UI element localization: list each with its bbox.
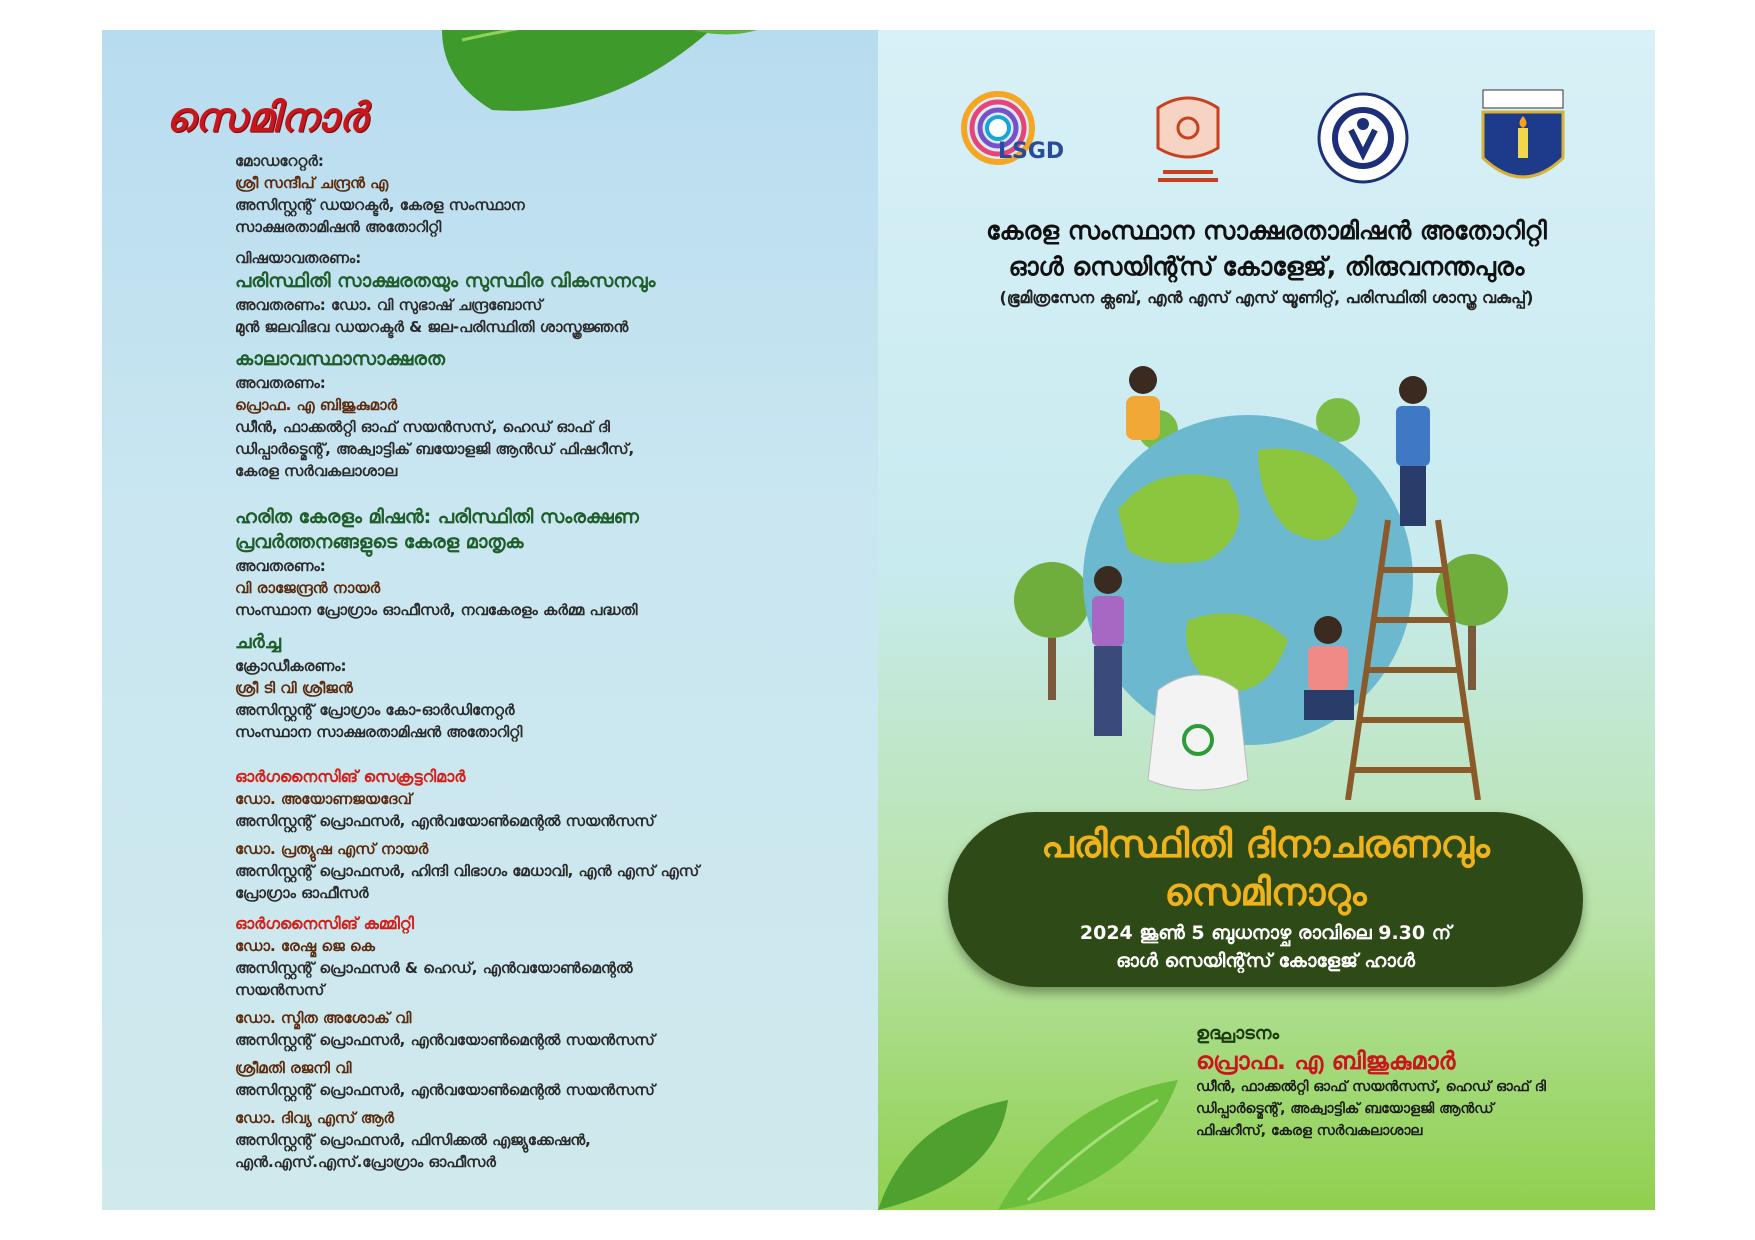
- topic2-designation: കേരള സർവകലാശാല: [235, 462, 398, 480]
- leaf-decoration-icon: [402, 30, 822, 140]
- committee-member-designation: അസിസ്റ്റന്റ് പ്രൊഫസർ, എൻവയോൺമെന്റൽ സയൻസസ്: [235, 1081, 655, 1099]
- committee-member-designation: അസിസ്റ്റന്റ് പ്രൊഫസർ, എൻവയോൺമെന്റൽ സയൻസസ്: [235, 1031, 655, 1049]
- leaf-decoration-icon: [878, 1040, 1198, 1210]
- lsgd-logo-icon: [958, 88, 1068, 188]
- inaugurator-designation: ഡീൻ, ഫാക്കൽറ്റി ഓഫ് സയൻസസ്, ഹെഡ് ഓഫ് ദി: [1196, 1079, 1546, 1095]
- program-details: [235, 150, 865, 1182]
- org-name-2: ഓൾ സെയിന്റ്സ് കോളേജ്, തിരുവനന്തപുരം: [1008, 252, 1525, 281]
- brochure-sheet: [102, 30, 1655, 1210]
- summary-name: ശ്രീ ടി വി ശ്രീജൻ: [235, 679, 353, 697]
- topic2-title: കാലാവസ്ഥാസാക്ഷരത: [235, 348, 446, 370]
- event-venue: ഓൾ സെയിന്റ്സ് കോളേജ് ഹാൾ: [1116, 950, 1415, 972]
- topic3-designation: സംസ്ഥാന പ്രോഗ്രാം ഓഫീസർ, നവകേരളം കർമ്മ പദ്ധതി: [235, 601, 638, 619]
- moderator-name: ശ്രീ സന്ദീപ് ചന്ദ്രൻ എ: [235, 174, 389, 192]
- topic3-label: അവതരണം:: [235, 557, 326, 575]
- committee-member-name: ഡോ. സ്മിത അശോക് വി: [235, 1009, 412, 1027]
- left-panel: [102, 30, 878, 1210]
- topic1-presenter: അവതരണം: ഡോ. വി സുഭാഷ് ചന്ദ്രബോസ്: [235, 296, 543, 314]
- inauguration-label: ഉദ്ഘാടനം: [1196, 1023, 1279, 1044]
- earth-volunteers-illustration: [1008, 360, 1528, 800]
- org-name-1: കേരള സംസ്ഥാന സാക്ഷരതാമിഷൻ അതോറിറ്റി: [986, 216, 1547, 245]
- summary-block: [235, 630, 865, 743]
- committee-member-designation: സയൻസസ്: [235, 981, 325, 999]
- topic3-name: വി രാജേന്ദ്രൻ നായർ: [235, 579, 381, 597]
- recycle-bag-icon: [1148, 675, 1248, 790]
- svg-text:LSGD: LSGD: [998, 139, 1065, 164]
- committee-member-name: ഡോ. രേഷ്മ ജെ കെ: [235, 937, 375, 955]
- inaugurator-designation: ഡിപ്പാർട്മെന്റ്, അക്വാട്ടിക് ബയോളജി ആൻഡ്: [1196, 1101, 1494, 1117]
- secretary-name: ഡോ. അയോണജയദേവ്: [235, 790, 412, 808]
- secretary-designation: പ്രോഗ്രാം ഓഫീസർ: [235, 884, 369, 902]
- org-units: (ഭൂമിത്രസേന ക്ലബ്, എൻ എസ് എസ് യൂണിറ്റ്, പരിസ്ഥിതി ശാസ്ത്ര വകുപ്പ്): [999, 288, 1534, 307]
- inaugurator-designation: ഫിഷറീസ്, കേരള സർവകലാശാല: [1196, 1123, 1423, 1139]
- topic3-title: പ്രവർത്തനങ്ങളുടെ കേരള മാതൃക: [235, 531, 524, 553]
- committee-member-designation: എൻ.എസ്.എസ്.പ്രോഗ്രാം ഓഫീസർ: [235, 1153, 496, 1171]
- event-title-banner: [948, 812, 1583, 987]
- moderator-designation: അസിസ്റ്റന്റ് ഡയറക്ടർ, കേരള സംസ്ഥാന: [235, 196, 525, 214]
- right-panel: [878, 30, 1655, 1210]
- secretary-designation: അസിസ്റ്റന്റ് പ്രൊഫസർ, ഹിന്ദി വിഭാഗം മേധാവി, എൻ എസ് എസ്: [235, 862, 700, 880]
- moderator-block: [235, 150, 865, 238]
- committee-member-designation: അസിസ്റ്റന്റ് പ്രൊഫസർ & ഹെഡ്, എൻവയോൺമെന്റൽ: [235, 959, 633, 977]
- secretary-designation: അസിസ്റ്റന്റ് പ്രൊഫസർ, എൻവയോൺമെന്റൽ സയൻസസ്: [235, 812, 655, 830]
- kerala-emblem-icon: [1133, 88, 1243, 188]
- summary-label: ക്രോഡീകരണം:: [235, 657, 347, 675]
- topic-label: വിഷയാവതരണം:: [235, 249, 362, 267]
- secretaries-block: [235, 766, 865, 904]
- committee-member-name: ഡോ. ദിവ്യ എസ് ആർ: [235, 1109, 395, 1127]
- seminar-title: സെമിനാർ: [166, 94, 368, 141]
- committee-heading: ഓർഗനൈസിങ് കമ്മിറ്റി: [235, 914, 414, 933]
- college-crest-icon: [1478, 88, 1568, 198]
- topic3-block: [235, 505, 865, 621]
- nss-logo-icon: [1313, 88, 1413, 188]
- inauguration-block: [1196, 1022, 1636, 1142]
- committee-member-designation: അസിസ്റ്റന്റ് പ്രൊഫസർ, ഫിസിക്കൽ എജ്യുക്കേഷൻ,: [235, 1131, 591, 1149]
- committee-block: [235, 913, 865, 1173]
- topic2-label: അവതരണം:: [235, 374, 326, 392]
- secretaries-heading: ഓർഗനൈസിങ് സെക്രട്ടറിമാർ: [235, 767, 466, 786]
- topic2-designation: ഡീൻ, ഫാക്കൽറ്റി ഓഫ് സയൻസസ്, ഹെഡ് ഓഫ് ദി: [235, 418, 610, 436]
- summary-designation: അസിസ്റ്റന്റ് പ്രോഗ്രാം കോ-ഓർഡിനേറ്റർ: [235, 701, 515, 719]
- topic1-designation: മുൻ ജലവിഭവ ഡയറക്ടർ & ജല-പരിസ്ഥിതി ശാസ്ത്രജ്ഞൻ: [235, 318, 629, 336]
- event-title: പരിസ്ഥിതി ദിനാചരണവും: [1041, 822, 1490, 866]
- discussion-heading: ചർച്ച: [235, 631, 281, 653]
- event-date: 2024 ജൂൺ 5 ബുധനാഴ്ച രാവിലെ 9.30 ന്: [1079, 922, 1452, 944]
- moderator-label: മോഡറേറ്റർ:: [235, 152, 324, 170]
- topic2-name: പ്രൊഫ. എ ബിജുകുമാർ: [235, 396, 398, 414]
- topic1-title: പരിസ്ഥിതി സാക്ഷരതയും സുസ്ഥിര വികസനവും: [235, 270, 656, 292]
- logo-row: [958, 88, 1578, 198]
- topic2-block: [235, 347, 865, 482]
- inaugurator-name: പ്രൊഫ. എ ബിജുകുമാർ: [1196, 1047, 1456, 1075]
- event-title: സെമിനാറും: [1164, 870, 1367, 914]
- summary-designation: സംസ്ഥാന സാക്ഷരതാമിഷൻ അതോറിറ്റി: [235, 723, 523, 741]
- moderator-designation: സാക്ഷരതാമിഷൻ അതോറിറ്റി: [235, 218, 442, 236]
- topic3-title: ഹരിത കേരളം മിഷൻ: പരിസ്ഥിതി സംരക്ഷണ: [235, 506, 639, 528]
- topic2-designation: ഡിപ്പാർട്മെന്റ്, അക്വാട്ടിക് ബയോളജി ആൻഡ് ഫിഷറീസ്,: [235, 440, 635, 458]
- committee-member-name: ശ്രീമതി രജനി വി: [235, 1059, 352, 1077]
- secretary-name: ഡോ. പ്രത്യുഷ എസ് നായർ: [235, 840, 429, 858]
- topic1-block: [235, 247, 865, 338]
